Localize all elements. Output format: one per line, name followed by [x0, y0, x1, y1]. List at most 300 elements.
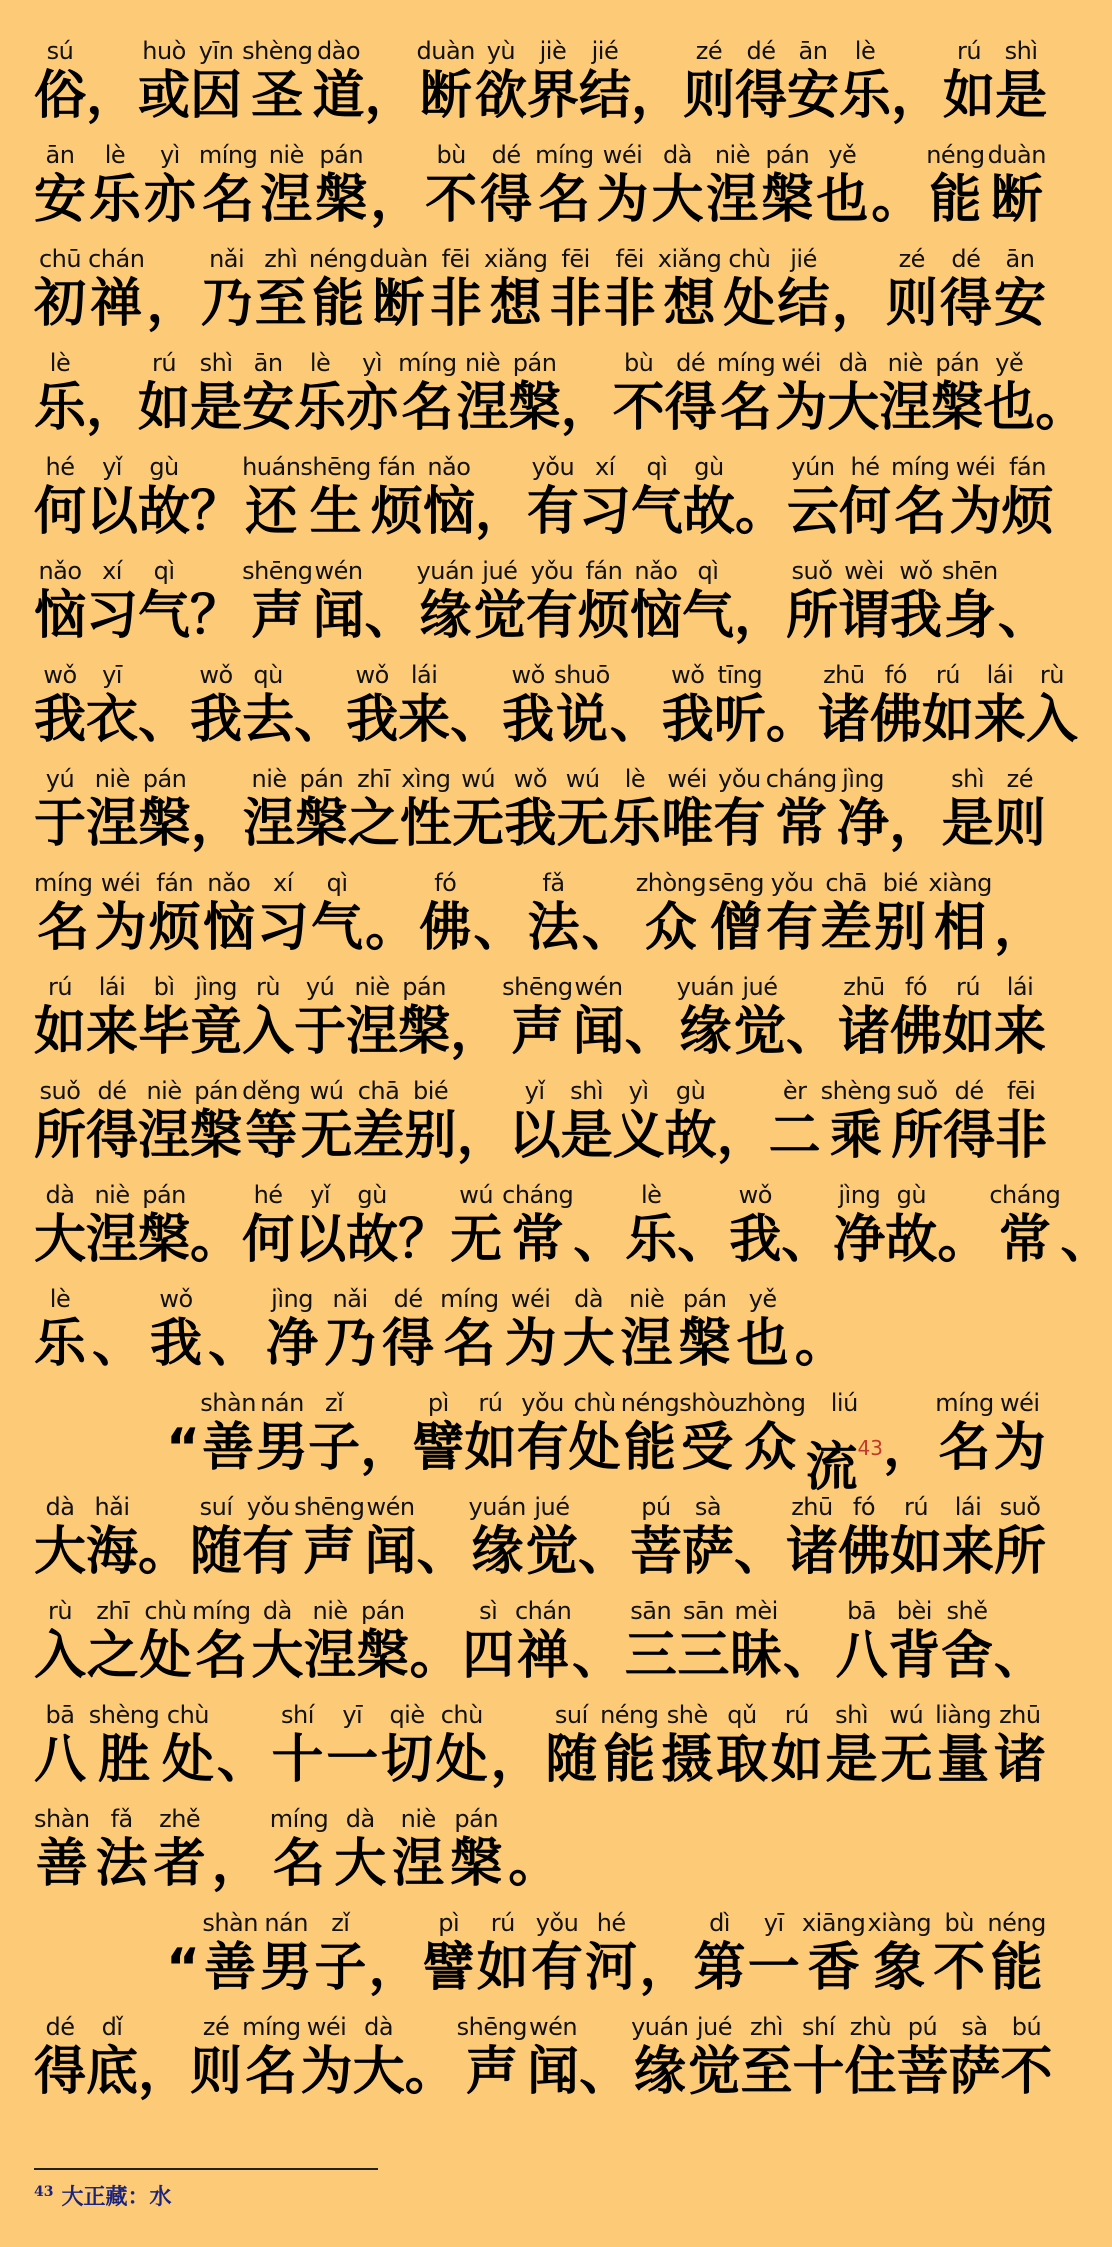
ruby-unit	[610, 660, 662, 750]
ruby-unit	[734, 972, 786, 1062]
ruby-unit	[423, 1908, 475, 1998]
ruby-unit	[34, 140, 86, 230]
pinyin: wǒ	[513, 765, 548, 793]
pinyin: sì	[479, 1597, 498, 1625]
hanzi-text: 习	[256, 898, 309, 958]
punctuation	[889, 794, 941, 854]
punctuation	[734, 586, 786, 646]
hanzi-text: 闻	[527, 2042, 580, 2102]
punctuation	[871, 170, 923, 230]
pinyin: shèng	[242, 37, 313, 65]
footnote-marker: 43	[857, 1436, 883, 1460]
hanzi-text: 故	[682, 482, 735, 542]
pinyin: fǎ	[110, 1805, 133, 1833]
ruby-unit	[943, 36, 995, 126]
hanzi	[353, 1106, 405, 1166]
hanzi-text: 何	[34, 482, 87, 542]
hanzi	[405, 1106, 457, 1166]
pinyin: fēi	[441, 245, 471, 273]
ruby-unit	[818, 660, 870, 750]
hanzi-text: 乘	[829, 1106, 882, 1166]
hanzi	[245, 1106, 297, 1166]
pinyin: shí	[281, 1701, 314, 1729]
hanzi	[37, 898, 89, 958]
hanzi	[624, 1418, 676, 1478]
pinyin: yǒu	[718, 765, 761, 793]
hanzi	[139, 1626, 191, 1686]
pinyin: niè	[146, 1077, 182, 1105]
pinyin: shèng	[88, 1701, 160, 1729]
pinyin: pán	[682, 1285, 727, 1313]
ruby-unit	[836, 1596, 888, 1686]
ruby-unit	[242, 36, 312, 126]
pinyin: jué	[696, 2013, 732, 2041]
hanzi-text: 、	[781, 1210, 834, 1270]
pinyin: míng	[935, 1389, 994, 1417]
ruby-unit	[787, 36, 839, 126]
pinyin: wǒ	[671, 661, 705, 689]
hanzi-text: 。	[190, 1210, 243, 1270]
hanzi	[737, 1314, 789, 1374]
pinyin: nán	[260, 1389, 304, 1417]
ruby-unit	[190, 452, 242, 542]
pinyin: suǒ	[896, 1077, 938, 1105]
footnote-divider	[34, 2168, 378, 2170]
hanzi	[373, 274, 425, 334]
text-line	[34, 868, 1046, 958]
hanzi-text: 于	[294, 1002, 347, 1062]
hanzi-text: 闻	[364, 1522, 417, 1582]
ruby-unit	[563, 1284, 615, 1374]
ruby-unit	[34, 868, 93, 958]
hanzi-text: 槃	[138, 794, 191, 854]
hanzi-text: 切	[381, 1730, 434, 1790]
pinyin: bié	[882, 869, 918, 897]
hanzi-text: 声	[303, 1522, 356, 1582]
pinyin: jié	[591, 37, 619, 65]
hanzi	[787, 66, 839, 126]
pinyin: hǎi	[94, 1493, 130, 1521]
pinyin: jué	[534, 1493, 570, 1521]
text-line	[34, 1076, 1046, 1166]
hanzi-text: 譬	[422, 1938, 475, 1998]
hanzi-text: ，	[86, 378, 139, 438]
hanzi	[450, 1210, 502, 1270]
hanzi	[34, 2042, 86, 2102]
ruby-unit	[942, 972, 994, 1062]
ruby-unit	[457, 2012, 527, 2102]
ruby-unit	[96, 1804, 148, 1894]
hanzi-text: 之	[347, 794, 400, 854]
ruby-unit	[557, 764, 609, 854]
hanzi	[517, 1626, 569, 1686]
ruby-unit	[257, 868, 309, 958]
ruby-unit	[792, 2012, 844, 2102]
ruby-unit	[314, 1908, 366, 1998]
hanzi	[138, 66, 190, 126]
pinyin: jìng	[271, 1285, 313, 1313]
ruby-unit	[295, 764, 347, 854]
ruby-unit	[937, 1180, 989, 1270]
pinyin: ān	[45, 141, 75, 169]
ruby-unit	[578, 1492, 630, 1582]
hanzi	[730, 1626, 782, 1686]
pinyin: rú	[784, 1701, 809, 1729]
ruby-unit	[613, 348, 665, 438]
punctuation	[734, 1522, 786, 1582]
hanzi	[190, 1522, 242, 1582]
hanzi	[683, 482, 735, 542]
ruby-unit	[888, 1596, 940, 1686]
hanzi-text: ？	[190, 586, 243, 646]
ruby-unit	[242, 1180, 294, 1270]
ruby-unit	[775, 348, 827, 438]
hanzi-text: 安	[787, 66, 840, 126]
pinyin: dà	[45, 1493, 75, 1521]
pinyin: yǐ	[102, 453, 122, 481]
ruby-unit	[766, 868, 818, 958]
hanzi-text: 法	[95, 1834, 148, 1894]
hanzi-text: 有	[531, 1938, 584, 1998]
hanzi	[450, 1834, 502, 1894]
hanzi	[304, 1626, 356, 1686]
pinyin: wéi	[306, 2013, 347, 2041]
ruby-unit	[410, 1596, 462, 1686]
pinyin: sà	[961, 2013, 988, 2041]
pinyin: wǒ	[199, 661, 233, 689]
pinyin: suǒ	[999, 1493, 1041, 1521]
hanzi-text: 缘	[633, 2042, 686, 2102]
punctuation	[677, 1210, 729, 1270]
hanzi	[716, 1730, 768, 1790]
pinyin: fán	[156, 869, 194, 897]
hanzi-text: 常	[511, 1210, 564, 1270]
hanzi-text: 如	[921, 690, 974, 750]
hanzi-text: 一	[747, 1938, 800, 1998]
ruby-unit	[573, 972, 625, 1062]
ruby-unit	[138, 1492, 190, 1582]
ruby-unit	[190, 2012, 242, 2102]
hanzi-text: 大	[334, 1834, 387, 1894]
ruby-unit	[166, 1908, 200, 1998]
hanzi	[527, 2042, 579, 2102]
hanzi-text: ，	[993, 898, 1046, 958]
hanzi-text: 习	[86, 586, 139, 646]
hanzi	[949, 2042, 1001, 2102]
hanzi-text: 名	[195, 1626, 248, 1686]
hanzi-text: 得	[382, 1314, 435, 1374]
ruby-unit	[891, 1076, 943, 1166]
hanzi	[820, 898, 872, 958]
ruby-unit	[398, 348, 457, 438]
ruby-unit	[926, 140, 984, 230]
hanzi-text: 乐	[294, 378, 347, 438]
hanzi-text: 我	[150, 1314, 203, 1374]
hanzi-text: 为	[993, 1418, 1046, 1478]
pinyin: nán	[264, 1909, 308, 1937]
pinyin: jié	[790, 245, 817, 273]
ruby-unit	[504, 764, 556, 854]
hanzi-text: 不	[933, 1938, 986, 1998]
hanzi-text: 三	[677, 1626, 730, 1686]
hanzi	[517, 1418, 569, 1478]
hanzi-text: 烦	[577, 586, 630, 646]
hanzi-text: 、	[785, 1002, 838, 1062]
hanzi	[786, 1522, 838, 1582]
ruby-unit	[531, 1908, 583, 1998]
pinyin: zhū	[843, 973, 885, 1001]
hanzi	[257, 898, 309, 958]
hanzi	[86, 794, 138, 854]
pinyin: pú	[641, 1493, 671, 1521]
hanzi-text: 有	[766, 898, 819, 958]
ruby-unit	[34, 348, 86, 438]
pinyin: xí	[272, 869, 293, 897]
hanzi	[266, 1314, 318, 1374]
hanzi	[255, 274, 307, 334]
pinyin: míng	[716, 349, 776, 377]
hanzi-text: 我	[729, 1210, 782, 1270]
pinyin: nǎi	[209, 245, 245, 273]
hanzi-text: 槃	[190, 1106, 243, 1166]
pinyin: rú	[490, 1909, 515, 1937]
ruby-unit	[630, 556, 682, 646]
ruby-unit	[201, 244, 253, 334]
pinyin: hé	[45, 453, 75, 481]
hanzi-text: ，	[364, 66, 417, 126]
ruby-unit	[983, 348, 1035, 438]
ruby-unit	[880, 1700, 932, 1790]
punctuation	[190, 482, 242, 542]
hanzi	[34, 1106, 86, 1166]
hanzi-text: 诸	[837, 1002, 890, 1062]
ruby-unit	[190, 36, 242, 126]
hanzi-text: 也	[736, 1314, 789, 1374]
ruby-unit	[729, 1180, 781, 1270]
hanzi-text: 如	[943, 66, 996, 126]
hanzi-text: 来	[398, 690, 451, 750]
punctuation	[457, 1106, 509, 1166]
ruby-unit	[1002, 452, 1054, 542]
pinyin: fán	[585, 557, 623, 585]
ruby-unit	[34, 36, 86, 126]
hanzi	[950, 482, 1002, 542]
ruby-unit	[138, 972, 190, 1062]
hanzi	[573, 1002, 625, 1062]
ruby-unit	[86, 452, 138, 542]
punctuation	[783, 1626, 835, 1686]
ruby-unit	[191, 764, 243, 854]
hanzi	[630, 1522, 682, 1582]
pinyin: duàn	[369, 245, 428, 273]
hanzi	[826, 1730, 878, 1790]
ruby-unit	[949, 2012, 1001, 2102]
punctuation	[138, 690, 190, 750]
hanzi-text: 则	[885, 274, 938, 334]
ruby-unit	[717, 1076, 769, 1166]
hanzi-text: 界	[526, 66, 579, 126]
hanzi-text: 受	[681, 1418, 734, 1478]
pinyin: wén	[574, 973, 623, 1001]
hanzi	[382, 1314, 434, 1374]
ruby-unit	[392, 1804, 444, 1894]
pinyin: lè	[641, 1181, 662, 1209]
ruby-unit	[457, 348, 509, 438]
hanzi-text: ，	[360, 1418, 413, 1478]
hanzi	[771, 1730, 823, 1790]
punctuation	[417, 1522, 469, 1582]
pinyin: xí	[594, 453, 615, 481]
ruby-unit	[885, 1180, 937, 1270]
hanzi-text: 涅	[260, 170, 313, 230]
pinyin: suǒ	[791, 557, 833, 585]
pinyin: chù	[440, 1701, 483, 1729]
hanzi-text: 大	[34, 1210, 87, 1270]
ruby-unit	[974, 660, 1026, 750]
punctuation	[365, 586, 417, 646]
hanzi	[664, 274, 716, 334]
pinyin: dé	[393, 1285, 423, 1313]
ruby-unit	[138, 1180, 190, 1270]
hanzi	[974, 690, 1026, 750]
pinyin: wǒ	[738, 1181, 772, 1209]
pinyin: xiāng	[801, 1909, 866, 1937]
hanzi	[604, 274, 656, 334]
ruby-unit	[988, 140, 1046, 230]
punctuation	[147, 274, 199, 334]
hanzi-text: 、	[573, 1210, 626, 1270]
pinyin: niè	[268, 141, 304, 169]
hanzi-text: 二	[768, 1106, 821, 1166]
hanzi-text: ，	[146, 274, 199, 334]
hanzi-text: 有	[525, 586, 578, 646]
hanzi	[457, 378, 509, 438]
ruby-unit	[679, 1388, 735, 1478]
punctuation	[561, 378, 613, 438]
pinyin: pán	[454, 1805, 499, 1833]
ruby-unit	[353, 2012, 405, 2102]
hanzi	[357, 1626, 409, 1686]
hanzi	[201, 274, 253, 334]
footnote-number: 43	[34, 2183, 54, 2200]
ruby-unit	[326, 1700, 378, 1790]
hanzi	[786, 586, 838, 646]
punctuation	[398, 1210, 450, 1270]
hanzi-text: 为	[949, 482, 1002, 542]
hanzi-text: 乐	[34, 1314, 87, 1374]
hanzi-text: 涅	[304, 1626, 357, 1686]
ruby-unit	[242, 1076, 300, 1166]
hanzi	[723, 274, 775, 334]
pinyin: shě	[946, 1597, 988, 1625]
pinyin: rù	[47, 1597, 73, 1625]
ruby-unit	[300, 452, 370, 542]
hanzi-text: 或	[138, 66, 191, 126]
pinyin: qì	[326, 869, 348, 897]
pinyin: lè	[49, 349, 71, 377]
hanzi-text: 槃	[450, 1834, 503, 1894]
hanzi	[775, 794, 827, 854]
pinyin: lè	[104, 141, 126, 169]
pinyin: zé	[1006, 765, 1034, 793]
hanzi-text: 、	[581, 898, 634, 958]
hanzi-text: 槃	[508, 378, 561, 438]
hanzi-text: 善	[35, 1834, 88, 1894]
pinyin: qì	[697, 557, 719, 585]
hanzi-text: 香	[807, 1938, 860, 1998]
hanzi	[844, 2042, 896, 2102]
hanzi-text: 觉	[473, 586, 526, 646]
punctuation	[998, 586, 1050, 646]
hanzi-text: 有	[516, 1418, 569, 1478]
ruby-unit	[212, 1804, 264, 1894]
hanzi	[425, 170, 477, 230]
hanzi	[34, 274, 86, 334]
ruby-unit	[256, 1388, 308, 1478]
hanzi	[87, 1626, 139, 1686]
hanzi	[922, 690, 974, 750]
pinyin: yī	[342, 1701, 363, 1729]
ruby-unit	[942, 1492, 994, 1582]
ruby-unit	[255, 244, 307, 334]
pinyin: zhù	[849, 2013, 892, 2041]
hanzi-text: 、	[993, 1626, 1046, 1686]
ruby-unit	[573, 1180, 625, 1270]
ruby-unit	[509, 348, 561, 438]
hanzi	[888, 1626, 940, 1686]
hanzi-text: 、	[1060, 1210, 1112, 1270]
pinyin: gù	[149, 453, 179, 481]
hanzi-text: 底	[86, 2042, 139, 2102]
pinyin: shì	[570, 1077, 604, 1105]
hanzi	[561, 1106, 613, 1166]
text-line	[34, 556, 1050, 646]
pinyin: yǒu	[530, 557, 574, 585]
punctuation	[795, 1314, 847, 1374]
pinyin: míng	[242, 2013, 301, 2041]
hanzi-text: 觉	[525, 1522, 578, 1582]
hanzi-text: 我	[346, 690, 399, 750]
hanzi	[190, 1106, 242, 1166]
hanzi-text: 、	[138, 690, 191, 750]
hanzi	[138, 586, 190, 646]
pinyin: rú	[903, 1493, 929, 1521]
hanzi	[313, 66, 365, 126]
pinyin: hé	[596, 1909, 626, 1937]
hanzi-text: 者	[153, 1834, 206, 1894]
hanzi	[991, 170, 1043, 230]
hanzi-text: 僧	[710, 898, 763, 958]
ruby-unit	[994, 1492, 1046, 1582]
pinyin: wú	[461, 765, 496, 793]
hanzi-text: 。	[1035, 378, 1088, 438]
hanzi	[830, 1106, 882, 1166]
ruby-unit	[761, 140, 813, 230]
punctuation	[405, 2042, 457, 2102]
ruby-unit	[423, 452, 475, 542]
hanzi	[578, 586, 630, 646]
ruby-unit	[271, 1700, 323, 1790]
pinyin: wǒ	[159, 1285, 193, 1313]
hanzi	[301, 1106, 353, 1166]
pinyin: lè	[624, 765, 646, 793]
pinyin: yī	[102, 661, 122, 689]
punctuation	[410, 1626, 462, 1686]
pinyin: lái	[986, 661, 1014, 689]
pinyin: duàn	[987, 141, 1046, 169]
ruby-unit	[301, 2012, 353, 2102]
ruby-unit	[922, 660, 974, 750]
